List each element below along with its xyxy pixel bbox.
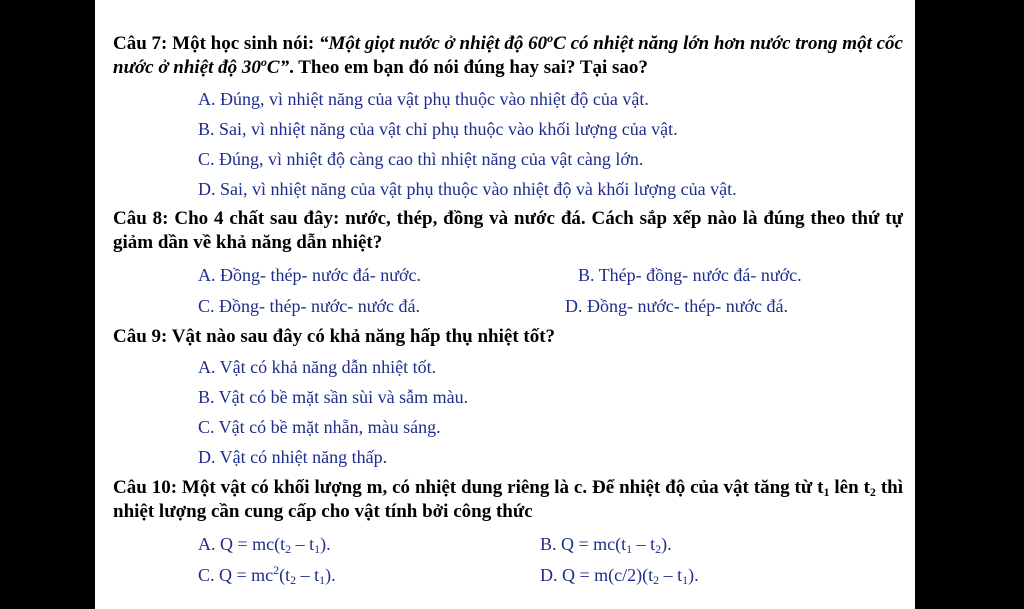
question-10-option-a[interactable]: A. $Q = mc(t_2 - t_1)$.	[198, 534, 331, 556]
question-7: Câu 7: Một học sinh nói: “Một giọt nước ở nhiệt độ 60$^o$C có nhiệt năng lớn hơn nước trong một cốc nước ở nhiệt độ 30$^o$C”. Theo em bạn đó nói đúng hay sai? Tại sao?	[113, 31, 903, 78]
question-10-option-b[interactable]: B. $Q = mc(t_1 - t_2)$.	[540, 534, 672, 556]
document-page	[95, 0, 915, 609]
question-10-option-d[interactable]: D. $Q = m(c/2)(t_2 - t_1)$.	[540, 565, 699, 587]
question-7-option-d[interactable]: D. Sai, vì nhiệt năng của vật phụ thuộc vào nhiệt độ và khối lượng của vật.	[198, 179, 737, 199]
question-7-option-c[interactable]: C. Đúng, vì nhiệt độ càng cao thì nhiệt năng của vật càng lớn.	[198, 149, 644, 169]
question-8: Câu 8: Cho 4 chất sau đây: nước, thép, đồng và nước đá. Cách sắp xếp nào là đúng theo thứ tự giảm dần về khả năng dẫn nhiệt?	[113, 208, 903, 253]
question-8-option-b[interactable]: B. Thép- đồng- nước đá- nước.	[578, 265, 802, 285]
question-9-option-d[interactable]: D. Vật có nhiệt năng thấp.	[198, 447, 388, 467]
question-7-label: Câu 7:	[113, 33, 168, 54]
question-9-label: Câu 9:	[113, 326, 168, 347]
question-7-option-b[interactable]: B. Sai, vì nhiệt năng của vật chỉ phụ thuộc vào khối lượng của vật.	[198, 119, 678, 139]
question-10-label: Câu 10:	[113, 477, 178, 498]
question-8-option-d[interactable]: D. Đồng- nước- thép- nước đá.	[565, 296, 788, 316]
question-8-option-c[interactable]: C. Đồng- thép- nước- nước đá.	[198, 296, 420, 316]
question-10: Câu 10: Một vật có khối lượng m, có nhiệt dung riêng là c. Để nhiệt độ của vật tăng từ $t_1$ lên $t_2$ thì nhiệt lượng cần cung cấp cho vật tính bởi công thức	[113, 477, 903, 522]
question-9: Câu 9: Vật nào sau đây có khả năng hấp thụ nhiệt tốt?	[113, 326, 556, 347]
question-8-option-a[interactable]: A. Đồng- thép- nước đá- nước.	[198, 265, 421, 285]
question-10-option-c[interactable]: C. $Q = mc^2(t_2 - t_1)$.	[198, 563, 336, 587]
question-9-option-c[interactable]: C. Vật có bề mặt nhẵn, màu sáng.	[198, 417, 441, 437]
question-8-label: Câu 8:	[113, 208, 169, 229]
question-9-option-a[interactable]: A. Vật có khả năng dẫn nhiệt tốt.	[198, 357, 437, 377]
question-9-option-b[interactable]: B. Vật có bề mặt sần sùi và sẫm màu.	[198, 387, 469, 407]
question-7-option-a[interactable]: A. Đúng, vì nhiệt năng của vật phụ thuộc vào nhiệt độ của vật.	[198, 89, 649, 109]
